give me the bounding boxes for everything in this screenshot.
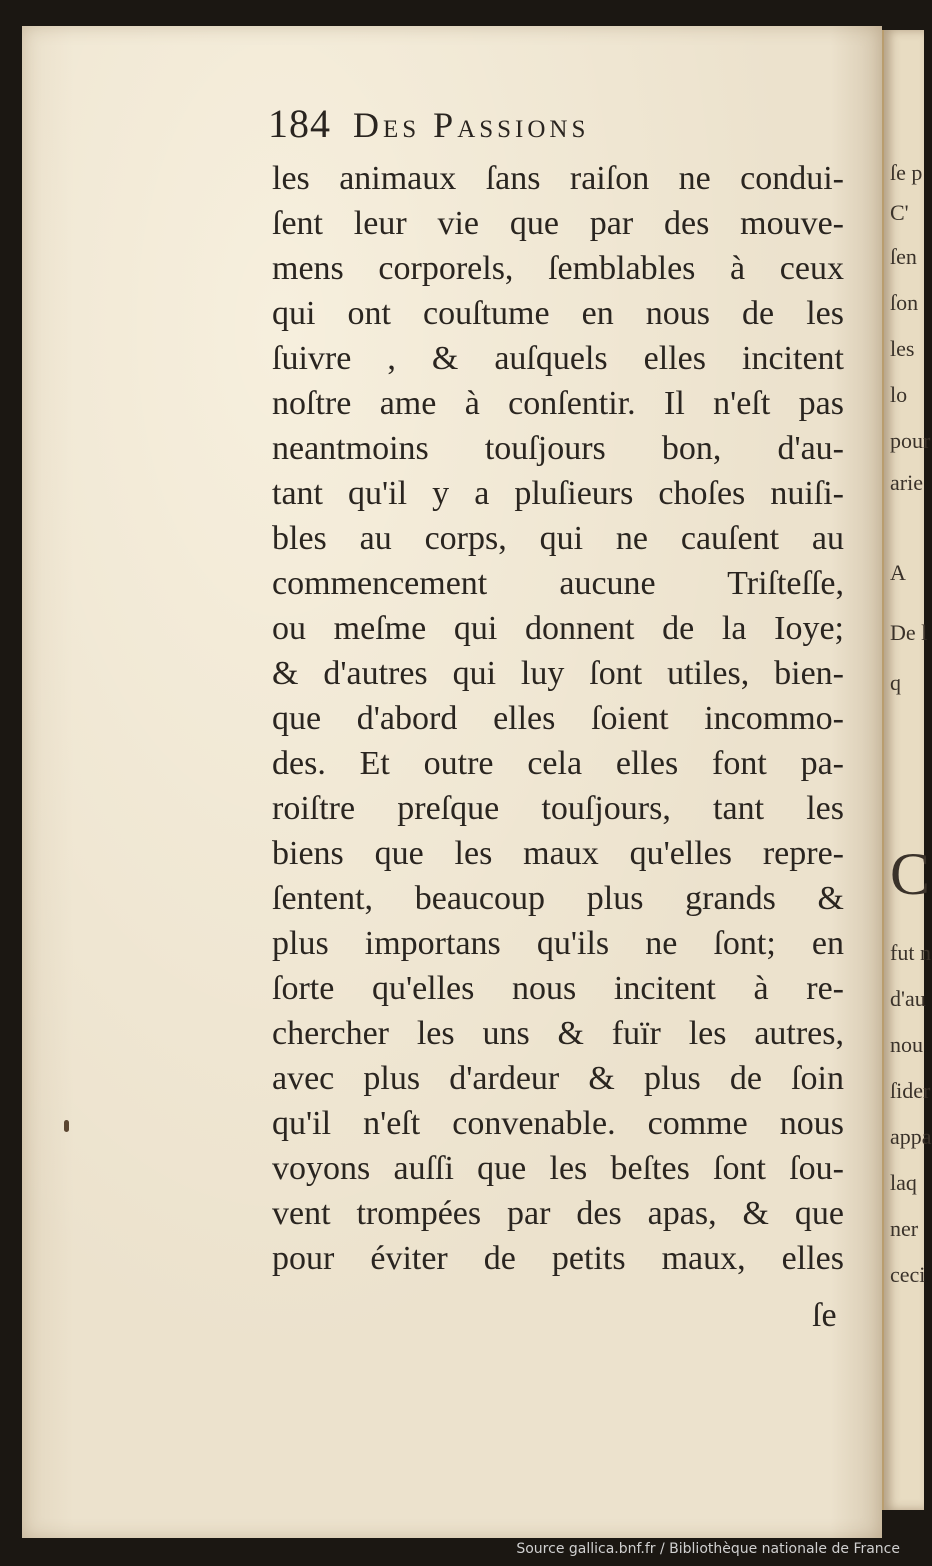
text-line: les animaux ſans raiſon ne condui-	[272, 160, 844, 197]
text-line: plus importans qu'ils ne ſont; en	[272, 925, 844, 962]
margin-fragment: pour	[890, 428, 931, 453]
margin-fragment: fut n	[890, 940, 931, 965]
margin-fragment: lo	[890, 382, 908, 407]
margin-fragment: q	[890, 670, 901, 695]
text-line: tant qu'il y a pluſieurs choſes nuiſi-	[272, 475, 844, 512]
text-line: chercher les uns & fuïr les autres,	[272, 1015, 844, 1052]
margin-fragment: ceci	[890, 1262, 926, 1287]
text-line: ſorte qu'elles nous incitent à re-	[272, 970, 844, 1007]
running-head	[268, 100, 589, 156]
text-line: vent trompées par des apas, & que	[272, 1195, 844, 1232]
text-line: voyons auſſi que les beſtes ſont ſou-	[272, 1150, 844, 1187]
text-line: qu'il n'eſt convenable. comme nous	[272, 1105, 844, 1142]
running-title: Des Passions	[353, 105, 590, 145]
text-line: biens que les maux qu'elles repre-	[272, 835, 844, 872]
margin-fragment-initial: C	[890, 841, 931, 907]
text-line: roiſtre preſque touſjours, tant les	[272, 790, 844, 827]
text-line: mens corporels, ſemblables à ceux	[272, 250, 844, 287]
text-line: noſtre ame à conſentir. Il n'eſt pas	[272, 385, 844, 422]
text-line: commencement aucune Triſteſſe,	[272, 565, 844, 602]
margin-fragment: nou	[890, 1032, 923, 1057]
ink-speck	[64, 1120, 69, 1132]
margin-fragment: ſon	[890, 290, 919, 315]
text-line: bles au corps, qui ne cauſent au	[272, 520, 844, 557]
body-text	[272, 156, 844, 1281]
text-line: des. Et outre cela elles font pa-	[272, 745, 844, 782]
text-line: ſentent, beaucoup plus grands &	[272, 880, 844, 917]
text-line: qui ont couſtume en nous de les	[272, 295, 844, 332]
margin-fragment: les	[890, 336, 915, 361]
margin-fragment: C'	[890, 200, 909, 225]
text-line: que d'abord elles ſoient incommo-	[272, 700, 844, 737]
source-credit: Source gallica.bnf.fr / Bibliothèque nationale de France	[516, 1541, 900, 1557]
facing-page-edge	[878, 30, 932, 1510]
text-line: pour éviter de petits maux, elles	[272, 1240, 844, 1277]
text-line: ſuivre , & auſquels elles incitent	[272, 340, 844, 377]
margin-fragment: ſe p	[890, 160, 923, 185]
margin-fragment: d'au	[890, 986, 926, 1011]
text-line: ſent leur vie que par des mouve-	[272, 205, 844, 242]
margin-fragment: ner	[890, 1216, 919, 1241]
margin-fragment: A	[890, 560, 906, 585]
margin-fragment: ſen	[890, 244, 917, 269]
text-line: neantmoins touſjours bon, d'au-	[272, 430, 844, 467]
margin-fragment: ſider	[890, 1078, 931, 1103]
text-line: & d'autres qui luy ſont utiles, bien-	[272, 655, 844, 692]
margin-fragment: appa	[890, 1124, 932, 1149]
margin-fragment: De l	[890, 620, 928, 645]
margin-fragment: laq	[890, 1170, 917, 1195]
margin-fragment: arie	[890, 470, 923, 495]
catchword: ſe	[812, 1297, 837, 1334]
text-line: ou meſme qui donnent de la Ioye;	[272, 610, 844, 647]
page-number: 184	[268, 101, 331, 146]
text-line: avec plus d'ardeur & plus de ſoin	[272, 1060, 844, 1097]
